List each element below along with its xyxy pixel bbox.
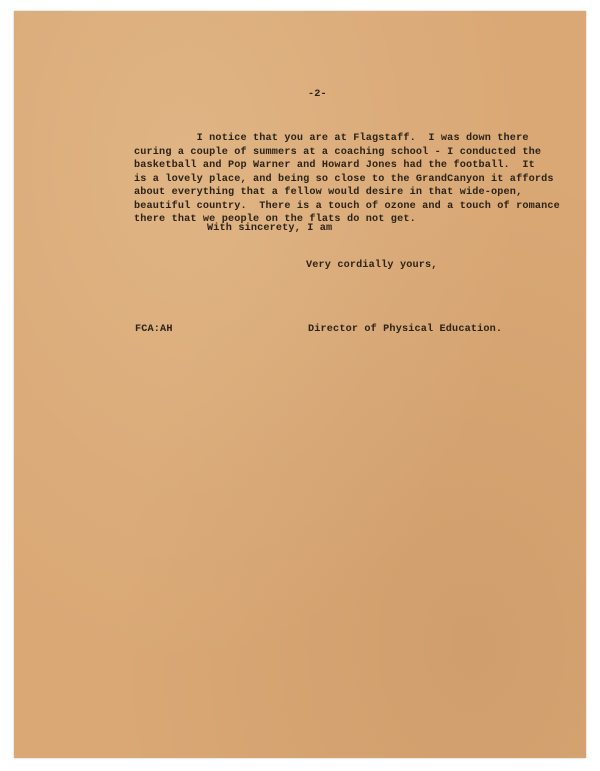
body-line: is a lovely place, and being so close to the GrandCanyon it affords bbox=[134, 173, 554, 185]
reference-initials: FCA:AH bbox=[135, 324, 173, 335]
page-number: -2- bbox=[308, 89, 327, 100]
body-line: about everything that a fellow would desire in that wide-open, bbox=[134, 187, 523, 198]
complimentary-close: Very cordially yours, bbox=[306, 260, 438, 271]
body-line: I notice that you are at Flagstaff. I was down there bbox=[134, 133, 529, 144]
signer-title: Director of Physical Education. bbox=[308, 324, 503, 335]
letter-page bbox=[14, 11, 586, 758]
body-line: curing a couple of summers at a coaching school - I conducted the bbox=[134, 146, 542, 158]
body-line: beautiful country. There is a touch of ozone and a touch of romance bbox=[134, 200, 560, 212]
body-line: there that we people on the flats do not get. bbox=[134, 214, 416, 225]
body-line: basketball and Pop Warner and Howard Jones had the football. It bbox=[134, 160, 535, 171]
closing-phrase: With sincerety, I am bbox=[207, 223, 333, 234]
body-paragraph bbox=[134, 132, 560, 227]
